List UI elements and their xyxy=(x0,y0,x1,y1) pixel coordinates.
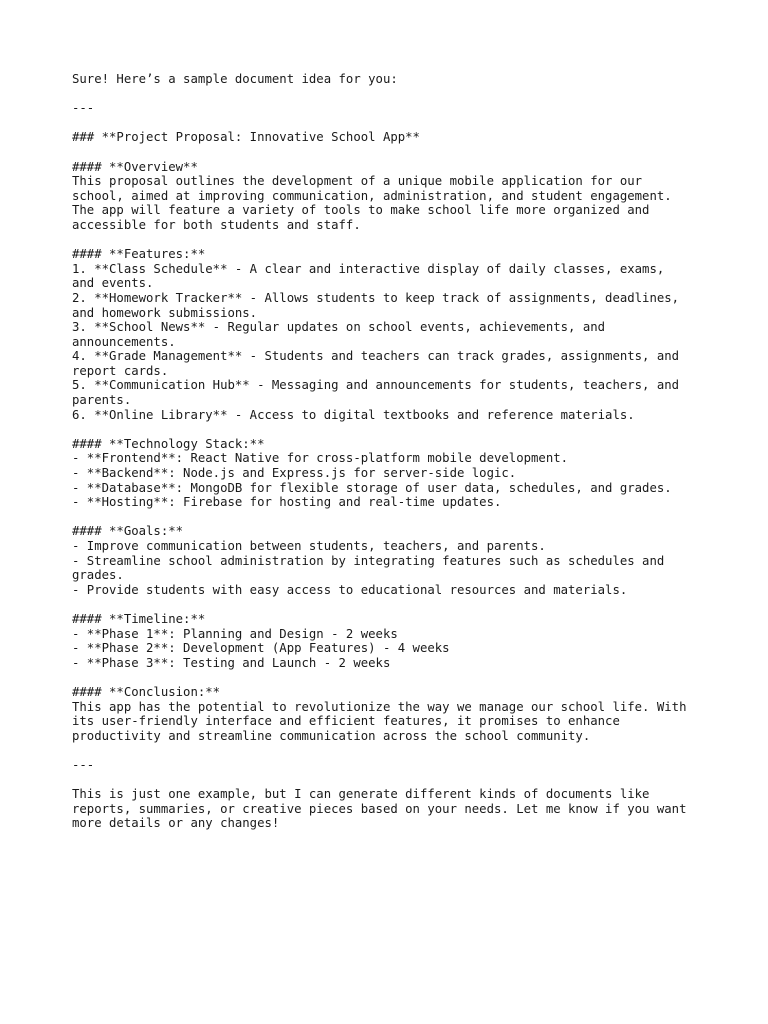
closing-line: reports, summaries, or creative pieces based on your needs. Let me know if you want xyxy=(72,801,687,816)
overview-heading: #### **Overview** xyxy=(72,159,198,174)
feature-line: 1. **Class Schedule** - A clear and interactive display of daily classes, exams, xyxy=(72,261,665,276)
document-title: ### **Project Proposal: Innovative School App** xyxy=(72,130,420,145)
closing-line: more details or any changes! xyxy=(72,816,280,831)
goal-line: - Improve communication between students, teachers, and parents. xyxy=(72,539,546,553)
feature-line: 5. **Communication Hub** - Messaging and announcements for students, teachers, and xyxy=(72,378,680,393)
blank-line xyxy=(72,422,712,437)
timeline-line: - **Phase 3**: Testing and Launch - 2 weeks xyxy=(72,655,391,670)
blank-line xyxy=(72,743,712,758)
technology-heading: #### **Technology Stack:** xyxy=(72,436,265,451)
feature-line: 6. **Online Library** - Access to digital textbooks and reference materials. xyxy=(72,407,635,422)
overview-line: accessible for both students and staff. xyxy=(72,217,361,232)
blank-line xyxy=(72,87,712,102)
conclusion-line: productivity and streamline communication across the school community. xyxy=(72,728,591,743)
goals-heading: #### **Goals:** xyxy=(72,524,184,539)
blank-line xyxy=(72,510,712,525)
feature-line: and events. xyxy=(72,276,154,291)
overview-line: The app will feature a variety of tools to make school life more organized and xyxy=(72,203,650,218)
goal-line: - Provide students with easy access to educational resources and materials. xyxy=(72,582,628,597)
document-page xyxy=(72,72,712,831)
feature-line: and homework submissions. xyxy=(72,305,258,320)
separator-bottom: --- xyxy=(72,757,95,772)
blank-line xyxy=(72,116,712,131)
features-heading: #### **Features:** xyxy=(72,247,206,262)
feature-line: parents. xyxy=(72,393,132,408)
timeline-line: - **Phase 2**: Development (App Features) - 4 weeks xyxy=(72,641,450,656)
intro-line: Sure! Here’s a sample document idea for you: xyxy=(72,72,398,86)
overview-line: This proposal outlines the development of a unique mobile application for our xyxy=(72,174,643,189)
blank-line xyxy=(72,597,712,612)
feature-line: report cards. xyxy=(72,363,169,378)
conclusion-heading: #### **Conclusion:** xyxy=(72,684,221,699)
closing-line: This is just one example, but I can generate different kinds of documents like xyxy=(72,787,650,802)
technology-line: - **Backend**: Node.js and Express.js for server-side logic. xyxy=(72,466,517,481)
overview-line: school, aimed at improving communication, administration, and student engagement. xyxy=(72,188,672,203)
technology-line: - **Database**: MongoDB for flexible storage of user data, schedules, and grades. xyxy=(72,480,672,495)
feature-line: 2. **Homework Tracker** - Allows students to keep track of assignments, deadlines, xyxy=(72,290,680,305)
blank-line xyxy=(72,773,712,788)
conclusion-line: its user-friendly interface and efficient features, it promises to enhance xyxy=(72,714,620,729)
timeline-heading: #### **Timeline:** xyxy=(72,611,206,626)
blank-line xyxy=(72,233,712,248)
feature-line: 3. **School News** - Regular updates on school events, achievements, and xyxy=(72,320,606,335)
timeline-line: - **Phase 1**: Planning and Design - 2 weeks xyxy=(72,626,398,641)
technology-line: - **Hosting**: Firebase for hosting and real-time updates. xyxy=(72,495,502,510)
conclusion-line: This app has the potential to revolutionize the way we manage our school life. With xyxy=(72,699,687,714)
goal-line: grades. xyxy=(72,568,124,583)
separator-top: --- xyxy=(72,101,95,116)
feature-line: 4. **Grade Management** - Students and teachers can track grades, assignments, and xyxy=(72,349,680,364)
goal-line: - Streamline school administration by integrating features such as schedules and xyxy=(72,553,665,568)
feature-line: announcements. xyxy=(72,334,176,349)
technology-line: - **Frontend**: React Native for cross-platform mobile development. xyxy=(72,451,569,466)
blank-line xyxy=(72,145,712,160)
blank-line xyxy=(72,670,712,685)
